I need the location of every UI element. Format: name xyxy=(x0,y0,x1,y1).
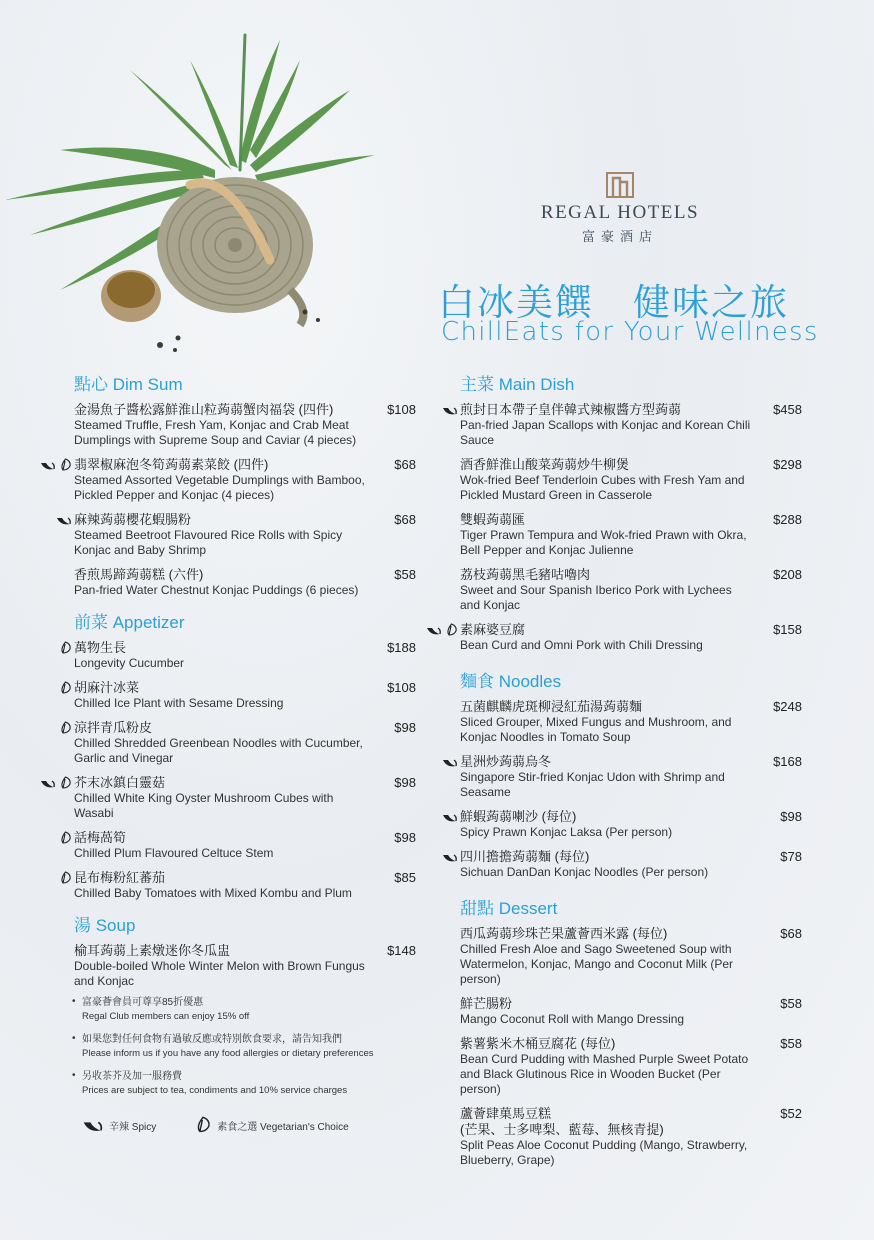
menu-item xyxy=(422,402,802,448)
spicy-icon xyxy=(82,1117,104,1133)
item-price: $58 xyxy=(780,1036,802,1051)
item-name-en: Steamed Beetroot Flavoured Rice Rolls with Spicy Konjac and Baby Shrimp xyxy=(74,528,343,557)
item-name-zh: 翡翠椒麻泡冬筍蒟蒻素菜餃 (四件) xyxy=(74,457,269,472)
item-price: $188 xyxy=(387,640,416,655)
item-name-en: Longevity Cucumber xyxy=(74,656,185,670)
menu-item xyxy=(422,849,802,880)
note-en: Please inform us if you have any food allergies or dietary preferences xyxy=(82,1048,374,1059)
menu-item xyxy=(422,1036,802,1097)
section-title-main: 主菜 Main Dish xyxy=(460,375,575,394)
menu-item xyxy=(422,457,802,503)
item-name-zh: 麻辣蒟蒻櫻花蝦腸粉 xyxy=(74,512,192,527)
note-en: Prices are subject to tea, condiments and 10% service charges xyxy=(82,1085,348,1096)
item-name-zh: 紫薯紫米木桶豆腐花 (每位) xyxy=(460,1036,616,1051)
item-name-en: Bean Curd and Omni Pork with Chili Dressing xyxy=(460,638,703,652)
menu-item xyxy=(422,754,802,800)
item-price: $98 xyxy=(394,830,416,845)
legend-spicy xyxy=(82,1117,156,1133)
menu-item xyxy=(36,775,416,821)
left-column xyxy=(36,374,416,998)
section-title-soup: 湯 Soup xyxy=(74,916,136,935)
item-name-en: Sichuan DanDan Konjac Noodles (Per person) xyxy=(460,865,709,879)
item-price: $68 xyxy=(394,512,416,527)
item-price: $78 xyxy=(780,849,802,864)
item-price: $58 xyxy=(394,567,416,582)
item-name-en: Singapore Stir-fried Konjac Udon with Shrimp and Seasame xyxy=(460,770,725,799)
item-name-en: Steamed Assorted Vegetable Dumplings with Bamboo, Pickled Pepper and Konjac (4 pieces) xyxy=(74,473,365,502)
legend-spicy-label: 辛辣 Spicy xyxy=(109,1121,157,1133)
section-title-appetizer: 前菜 Appetizer xyxy=(74,613,185,632)
item-name-zh: 素麻婆豆腐 xyxy=(460,622,526,637)
note-zh: • 另收茶芥及加一服務費 xyxy=(82,1071,182,1082)
spicy-icon xyxy=(442,404,458,416)
item-name-en: Tiger Prawn Tempura and Wok-fried Prawn with Okra, Bell Pepper and Konjac Julienne xyxy=(460,528,747,557)
headline-english: ChillEats for Your Wellness xyxy=(441,317,819,347)
item-name-zh: 雙蝦蒟蒻匯 xyxy=(460,512,526,527)
item-price: $68 xyxy=(780,926,802,941)
menu-item xyxy=(36,870,416,901)
item-price: $98 xyxy=(394,720,416,735)
item-price: $458 xyxy=(773,402,802,417)
footnotes xyxy=(72,996,412,1107)
menu-item xyxy=(36,943,416,989)
vegetarian-icon xyxy=(59,831,72,845)
item-name-zh: 胡麻汁冰菜 xyxy=(74,680,140,695)
note-en: Regal Club members can enjoy 15% off xyxy=(82,1011,250,1022)
legend-vegetarian xyxy=(194,1116,348,1134)
item-name-zh: 四川擔擔蒟蒻麵 (每位) xyxy=(460,849,590,864)
menu-item xyxy=(36,402,416,448)
section-title-noodles: 麵食 Noodles xyxy=(460,672,562,691)
item-name-zh: 昆布梅粉紅蕃茄 xyxy=(74,870,166,885)
item-name-zh: 金湯魚子醬松露鮮淮山粒蒟蒻蟹肉福袋 (四件) xyxy=(74,402,334,417)
item-price: $68 xyxy=(394,457,416,472)
menu-item xyxy=(36,567,416,598)
item-price: $58 xyxy=(780,996,802,1011)
item-name-en: Sweet and Sour Spanish Iberico Pork with Lychees and Konjac xyxy=(460,583,732,612)
item-name-en: Chilled Fresh Aloe and Sago Sweetened Soup with Watermelon, Konjac, Mango and Coconut Milk (Per person) xyxy=(460,942,734,986)
spicy-icon xyxy=(56,514,72,526)
item-name-zh-note: (芒果、士多啤梨、藍莓、無核青提) xyxy=(460,1122,664,1137)
note-zh: • 如果您對任何食物有過敏反應或特別飲食要求，請告知我們 xyxy=(82,1034,342,1045)
item-price: $108 xyxy=(387,680,416,695)
item-name-zh: 涼拌青瓜粉皮 xyxy=(74,720,153,735)
item-name-zh: 荔枝蒟蒻黑毛豬咕嚕肉 xyxy=(460,567,591,582)
note-item xyxy=(72,1070,412,1097)
item-name-zh: 芥末冰鎮白靈菇 xyxy=(74,775,166,790)
item-name-en: Split Peas Aloe Coconut Pudding (Mango, Strawberry, Blueberry, Grape) xyxy=(460,1138,748,1167)
regal-logo-icon xyxy=(606,172,634,198)
item-name-zh: 星洲炒蒟蒻烏冬 xyxy=(460,754,552,769)
spicy-icon xyxy=(40,459,56,471)
item-price: $85 xyxy=(394,870,416,885)
vegetarian-icon xyxy=(59,721,72,735)
item-price: $148 xyxy=(387,943,416,958)
right-column xyxy=(422,374,802,1177)
item-price: $248 xyxy=(773,699,802,714)
menu-item xyxy=(422,512,802,558)
spicy-icon xyxy=(40,777,56,789)
menu-item xyxy=(36,680,416,711)
item-name-zh: 榆耳蒟蒻上素燉迷你冬瓜盅 xyxy=(74,943,231,958)
menu-item xyxy=(36,640,416,671)
vegetarian-icon xyxy=(194,1116,212,1134)
vegetarian-icon xyxy=(59,458,72,472)
item-price: $52 xyxy=(780,1106,802,1121)
item-name-en: Mango Coconut Roll with Mango Dressing xyxy=(460,1012,685,1026)
item-name-en: Chilled Ice Plant with Sesame Dressing xyxy=(74,696,284,710)
item-name-en: Wok-fried Beef Tenderloin Cubes with Fresh Yam and Pickled Mustard Green in Casserole xyxy=(460,473,745,502)
item-name-en: Steamed Truffle, Fresh Yam, Konjac and Crab Meat Dumplings with Supreme Soup and Caviar (4 pieces) xyxy=(74,418,357,447)
item-name-zh: 話梅萵筍 xyxy=(74,830,127,845)
item-price: $98 xyxy=(394,775,416,790)
item-price: $98 xyxy=(780,809,802,824)
spicy-icon xyxy=(442,851,458,863)
item-name-zh: 西瓜蒟蒻珍珠芒果蘆薈西米露 (每位) xyxy=(460,926,668,941)
item-price: $158 xyxy=(773,622,802,637)
item-name-zh: 鮮芒腸粉 xyxy=(460,996,513,1011)
menu-item xyxy=(422,809,802,840)
item-name-en: Bean Curd Pudding with Mashed Purple Sweet Potato and Black Glutinous Rice in Wooden Bucket (Per person) xyxy=(460,1052,749,1096)
item-name-zh: 萬物生長 xyxy=(74,640,127,655)
section-title-dessert: 甜點 Dessert xyxy=(460,899,558,918)
vegetarian-icon xyxy=(59,641,72,655)
item-name-en: Chilled Shredded Greenbean Noodles with Cucumber, Garlic and Vinegar xyxy=(74,736,363,765)
item-name-zh: 蘆薈肆菓馬豆糕 xyxy=(460,1106,552,1121)
menu-item xyxy=(422,926,802,987)
note-item xyxy=(72,996,412,1023)
logo-english: REGAL HOTELS xyxy=(540,202,700,223)
item-name-zh: 酒香鮮淮山酸菜蒟蒻炒牛柳煲 xyxy=(460,457,630,472)
item-name-zh: 鮮蝦蒟蒻喇沙 (每位) xyxy=(460,809,577,824)
legend-vegetarian-label: 素食之選 Vegetarian's Choice xyxy=(217,1121,349,1133)
spicy-icon xyxy=(442,756,458,768)
item-price: $168 xyxy=(773,754,802,769)
item-name-en: Chilled Baby Tomatoes with Mixed Kombu and Plum xyxy=(74,886,352,900)
spicy-icon xyxy=(442,811,458,823)
menu-item xyxy=(422,622,802,653)
headline-chinese: 白冰美饌 健味之旅 xyxy=(438,281,789,324)
item-name-zh: 香煎馬蹄蒟蒻糕 (六件) xyxy=(74,567,204,582)
menu-item xyxy=(36,512,416,558)
spicy-icon xyxy=(426,624,442,636)
vegetarian-icon xyxy=(59,871,72,885)
item-name-en: Sliced Grouper, Mixed Fungus and Mushroom, and Konjac Noodles in Tomato Soup xyxy=(460,715,732,744)
menu-item xyxy=(36,830,416,861)
vegetarian-icon xyxy=(59,681,72,695)
item-name-en: Pan-fried Water Chestnut Konjac Puddings (6 pieces) xyxy=(74,583,359,597)
item-price: $288 xyxy=(773,512,802,527)
menu-item xyxy=(36,720,416,766)
item-name-zh: 煎封日本帶子皇伴韓式辣椒醬方型蒟蒻 xyxy=(460,402,682,417)
menu-item xyxy=(36,457,416,503)
item-price: $208 xyxy=(773,567,802,582)
item-name-zh: 五菌麒麟虎斑柳浸紅茄湯蒟蒻麵 xyxy=(460,699,643,714)
item-name-en: Double-boiled Whole Winter Melon with Brown Fungus and Konjac xyxy=(74,959,365,988)
note-item xyxy=(72,1033,412,1060)
menu-item xyxy=(422,699,802,745)
menu-item xyxy=(422,996,802,1027)
item-name-en: Chilled Plum Flavoured Celtuce Stem xyxy=(74,846,274,860)
item-price: $298 xyxy=(773,457,802,472)
icon-legend xyxy=(82,1116,379,1134)
menu-item xyxy=(422,1106,802,1168)
teapot-leaves-illustration xyxy=(0,20,400,360)
item-price: $108 xyxy=(387,402,416,417)
vegetarian-icon xyxy=(59,776,72,790)
item-name-en: Pan-fried Japan Scallops with Konjac and Korean Chili Sauce xyxy=(460,418,751,447)
section-title-dimsum: 點心 Dim Sum xyxy=(74,375,183,394)
item-name-en: Spicy Prawn Konjac Laksa (Per person) xyxy=(460,825,673,839)
menu-item xyxy=(422,567,802,613)
logo-chinese: 富豪酒店 xyxy=(581,230,658,245)
regal-hotels-logo xyxy=(530,172,710,245)
note-zh: • 富豪薈會員可尊享85折優惠 xyxy=(82,997,204,1008)
vegetarian-icon xyxy=(445,623,458,637)
item-name-en: Chilled White King Oyster Mushroom Cubes with Wasabi xyxy=(74,791,334,820)
